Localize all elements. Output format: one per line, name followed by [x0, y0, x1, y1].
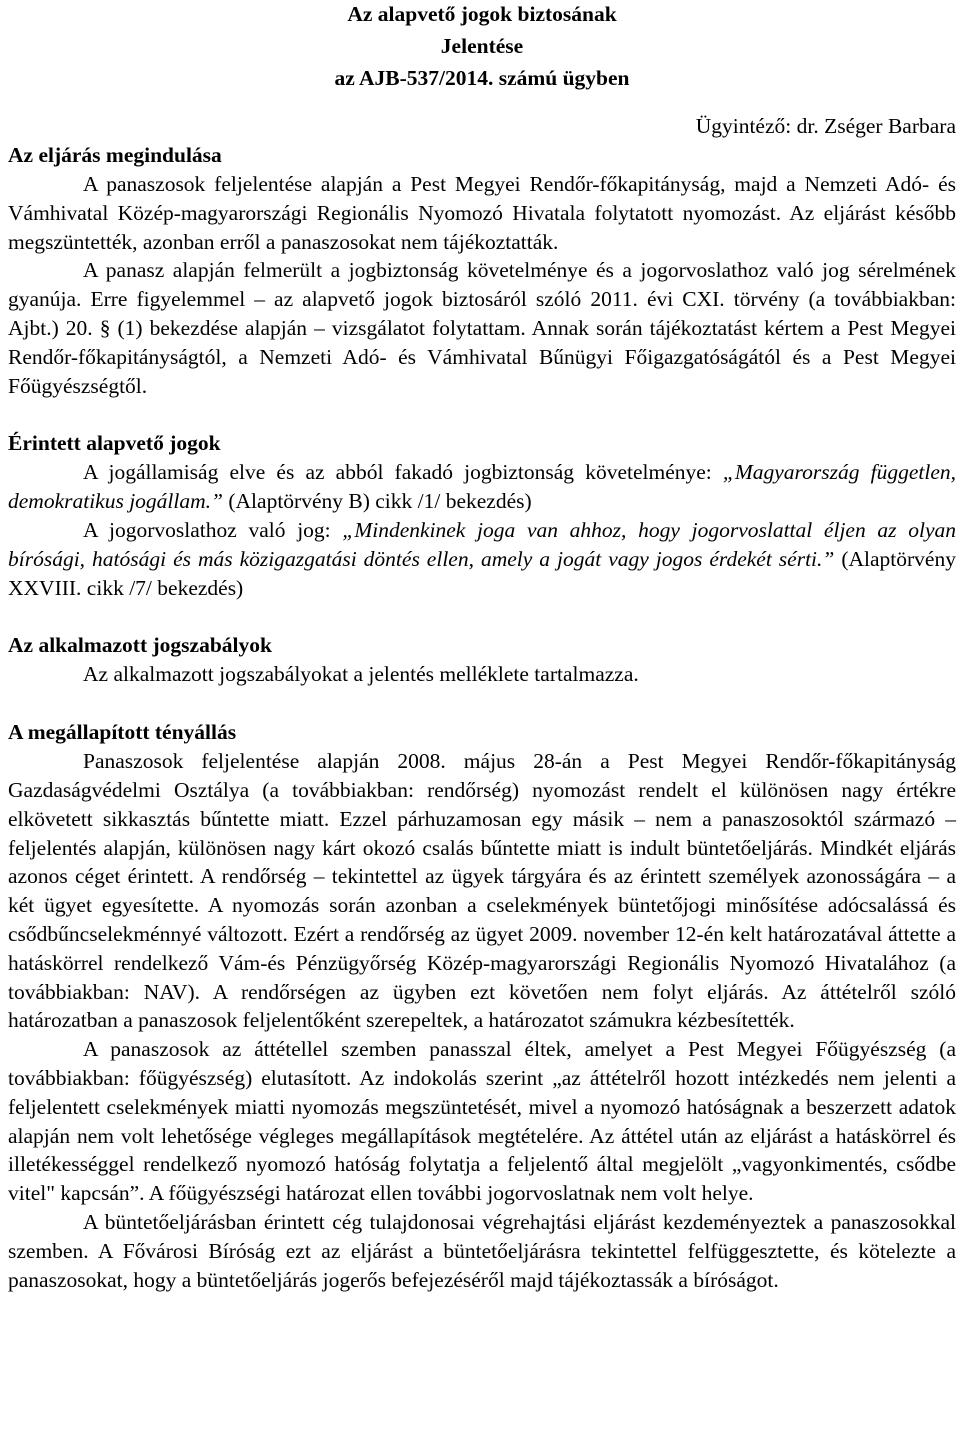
initiation-paragraph-2: A panasz alapján felmerült a jogbiztonság követelménye és a jogorvoslathoz való jog sérelmének gyanúja. Erre figyelemmel – az alapvető jogok biztosáról szóló 2011. évi CXI. törvény (a továbbiakban: Ajbt.) 20. § (1) bekezdése alapján – vizsgálatot folytattam. Annak során tájékoztatást kértem a Pest Megyei Rendőr-főkapitányságtól, a Nemzeti Adó- és Vámhivatal Bűnügyi Főigazgatóságától és a Pest Megyei Főügyészségtől.: [8, 258, 956, 398]
rights-p2-suffix: (Alaptörvény XXVIII. cikk /7/ bekezdés): [8, 546, 956, 600]
document-page: [8, 0, 956, 1294]
rights-p1-quote: „Magyarország független, demokratikus jogállam.”: [8, 460, 956, 514]
section-heading-facts: A megállapított tényállás: [8, 720, 237, 745]
initiation-paragraph-1: A panaszosok feljelentése alapján a Pest Megyei Rendőr-főkapitányság, majd a Nemzeti Adó- és Vámhivatal Közép-magyarországi Regionális Nyomozó Hivatala folytatott nyomozást. Az eljárást később megszüntették, azonban erről a panaszosokat nem tájékoztatták.: [8, 172, 956, 254]
section-heading-initiation: Az eljárás megindulása: [8, 143, 222, 167]
report-title: [8, 0, 956, 94]
spacer: [8, 689, 956, 718]
rights-p1-suffix: (Alaptörvény B) cikk /1/ bekezdés): [223, 489, 532, 514]
rights-p2-prefix: A jogorvoslathoz való jog:: [83, 517, 343, 542]
laws-paragraph-1: Az alkalmazott jogszabályokat a jelentés melléklete tartalmazza.: [83, 662, 639, 687]
spacer: [8, 400, 956, 429]
title-line-1: Az alapvető jogok biztosának: [347, 2, 617, 26]
spacer: [8, 602, 956, 631]
rights-paragraph-1: [8, 458, 956, 516]
title-line-3: az AJB-537/2014. számú ügyben: [334, 66, 630, 90]
case-officer: Ügyintéző: dr. Zséger Barbara: [695, 114, 956, 138]
rights-p1-prefix: A jogállamiság elve és az abból fakadó jogbiztonság követelménye:: [83, 460, 723, 485]
section-heading-laws: Az alkalmazott jogszabályok: [8, 633, 272, 658]
rights-paragraph-2: [8, 516, 956, 602]
facts-paragraph-2: A panaszosok az áttétellel szemben panasszal éltek, amelyet a Pest Megyei Főügyészség (a továbbiakban: főügyészség) elutasított. Az indokolás szerint „az áttételről hozott intézkedés nem jelenti a feljelentett cselekmények miatti nyomozás megszüntetését, mivel a nyomozó hatóságnak a beszerzett adatok alapján nem volt lehetősége végleges megállapítások megtételére. Az áttétel után az eljárást a hatáskörrel és illetékességgel rendelkező nyomozó hatóság folytatja a feljelentő által megjelölt „vagyonkimentés, csődbe vitel" kapcsán”. A főügyészségi határozat ellen további jogorvoslatnak nem volt helye.: [8, 1037, 956, 1206]
facts-paragraph-1: Panaszosok feljelentése alapján 2008. május 28-án a Pest Megyei Rendőr-főkapitányság Gazdaságvédelmi Osztálya (a továbbiakban: rendőrség) nyomozást rendelt el különösen nagy értékre elkövetett sikkasztás bűntette miatt. Ezzel párhuzamosan egy másik – nem a panaszosoktól származó – feljelentés alapján, különösen nagy kárt okozó csalás bűntette miatt is indult büntetőeljárás. Mindkét eljárás azonos céget érintett. A rendőrség – tekintettel az ügyek tárgyára és az érintett személyek azonosságára – a két ügyet egyesítette. A nyomozás során azonban a cselekmények büntetőjogi minősítése adócsalássá és csődbűncselekménnyé változott. Ezért a rendőrség az ügyet 2009. november 12-én kelt határozatával áttette a hatáskörrel rendelkező Vám-és Pénzügyőrség Közép-magyarországi Regionális Nyomozó Hivatalához (a továbbiakban: NAV). A rendőrségen az ügyben ezt követően nem folyt eljárás. Az áttételről szóló határozatban a panaszosok feljelentőként szerepeltek, a határozatot számukra kézbesítették.: [8, 749, 956, 1033]
facts-paragraph-3: A büntetőeljárásban érintett cég tulajdonosai végrehajtási eljárást kezdeményeztek a panaszosokkal szemben. A Fővárosi Bíróság ezt az eljárást a büntetőeljárásra tekintettel felfüggesztette, és kötelezte a panaszosokat, hogy a büntetőeljárás jogerős befejezéséről majd tájékoztassák a bíróságot.: [8, 1209, 956, 1292]
section-heading-rights: Érintett alapvető jogok: [8, 431, 221, 456]
title-line-2: Jelentése: [440, 34, 524, 58]
rights-p2-quote: „Mindenkinek joga van ahhoz, hogy jogorvoslattal éljen az olyan bírósági, hatósági és más közigazgatási döntés ellen, amely a jogát vagy jogos érdekét sérti.”: [8, 517, 956, 571]
